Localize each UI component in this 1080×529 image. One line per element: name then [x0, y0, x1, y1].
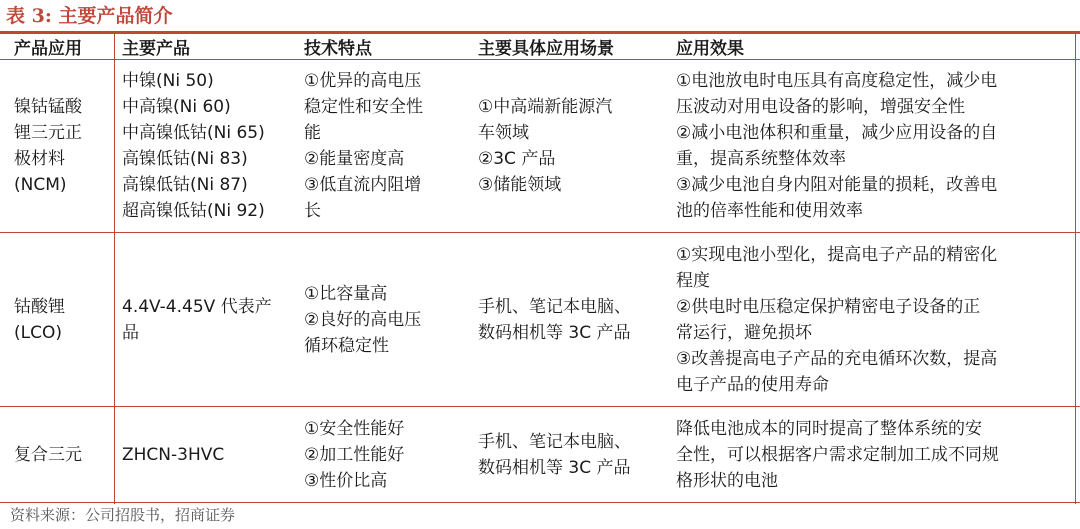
- table-header-row: [0, 34, 1080, 60]
- cell-effects: ①实现电池小型化，提高电子产品的精密化 程度 ②供电时电压稳定保护精密电子设备的正 常运行，避免损坏 ③改善提高电子产品的充电循环次数，提高 电子产品的使用寿命: [676, 233, 1080, 407]
- table-row: [0, 233, 1080, 407]
- cell-application: 复合三元: [0, 407, 114, 503]
- header-application: 产品应用: [0, 34, 114, 60]
- cell-application: 镍钴锰酸 锂三元正 极材料 (NCM): [0, 60, 114, 233]
- cell-products: ZHCN-3HVC: [114, 407, 304, 503]
- cell-effects: 降低电池成本的同时提高了整体系统的安 全性，可以根据客户需求定制加工成不同规 格形状的电池: [676, 407, 1080, 503]
- cell-features: ①优异的高电压 稳定性和安全性 能 ②能量密度高 ③低直流内阻增 长: [304, 60, 478, 233]
- table-row: [0, 60, 1080, 233]
- cell-products: 中镍(Ni 50) 中高镍(Ni 60) 中高镍低钴(Ni 65) 高镍低钴(Ni 83) 高镍低钴(Ni 87) 超高镍低钴(Ni 92): [114, 60, 304, 233]
- table-row: [0, 407, 1080, 503]
- cell-effects: ①电池放电时电压具有高度稳定性，减少电 压波动对用电设备的影响，增强安全性 ②减小电池体积和重量，减少应用设备的自 重，提高系统整体效率 ③减少电池自身内阻对能量的损耗，改善电 池的倍率性能和使用效率: [676, 60, 1080, 233]
- table-title: 表 3: 主要产品简介: [6, 5, 173, 27]
- cell-scenarios: 手机、笔记本电脑、 数码相机等 3C 产品: [478, 233, 676, 407]
- product-table: [0, 34, 1080, 503]
- cell-application: 钴酸锂 (LCO): [0, 233, 114, 407]
- header-scenarios: 主要具体应用场景: [478, 34, 676, 60]
- cell-scenarios: ①中高端新能源汽 车领域 ②3C 产品 ③储能领域: [478, 60, 676, 233]
- header-products: 主要产品: [114, 34, 304, 60]
- cell-scenarios: 手机、笔记本电脑、 数码相机等 3C 产品: [478, 407, 676, 503]
- header-effects: 应用效果: [676, 34, 1080, 60]
- source-note: 资料来源：公司招股书，招商证券: [10, 506, 236, 524]
- cell-features: ①比容量高 ②良好的高电压 循环稳定性: [304, 233, 478, 407]
- header-features: 技术特点: [304, 34, 478, 60]
- cell-features: ①安全性能好 ②加工性能好 ③性价比高: [304, 407, 478, 503]
- cell-products: 4.4V-4.45V 代表产 品: [114, 233, 304, 407]
